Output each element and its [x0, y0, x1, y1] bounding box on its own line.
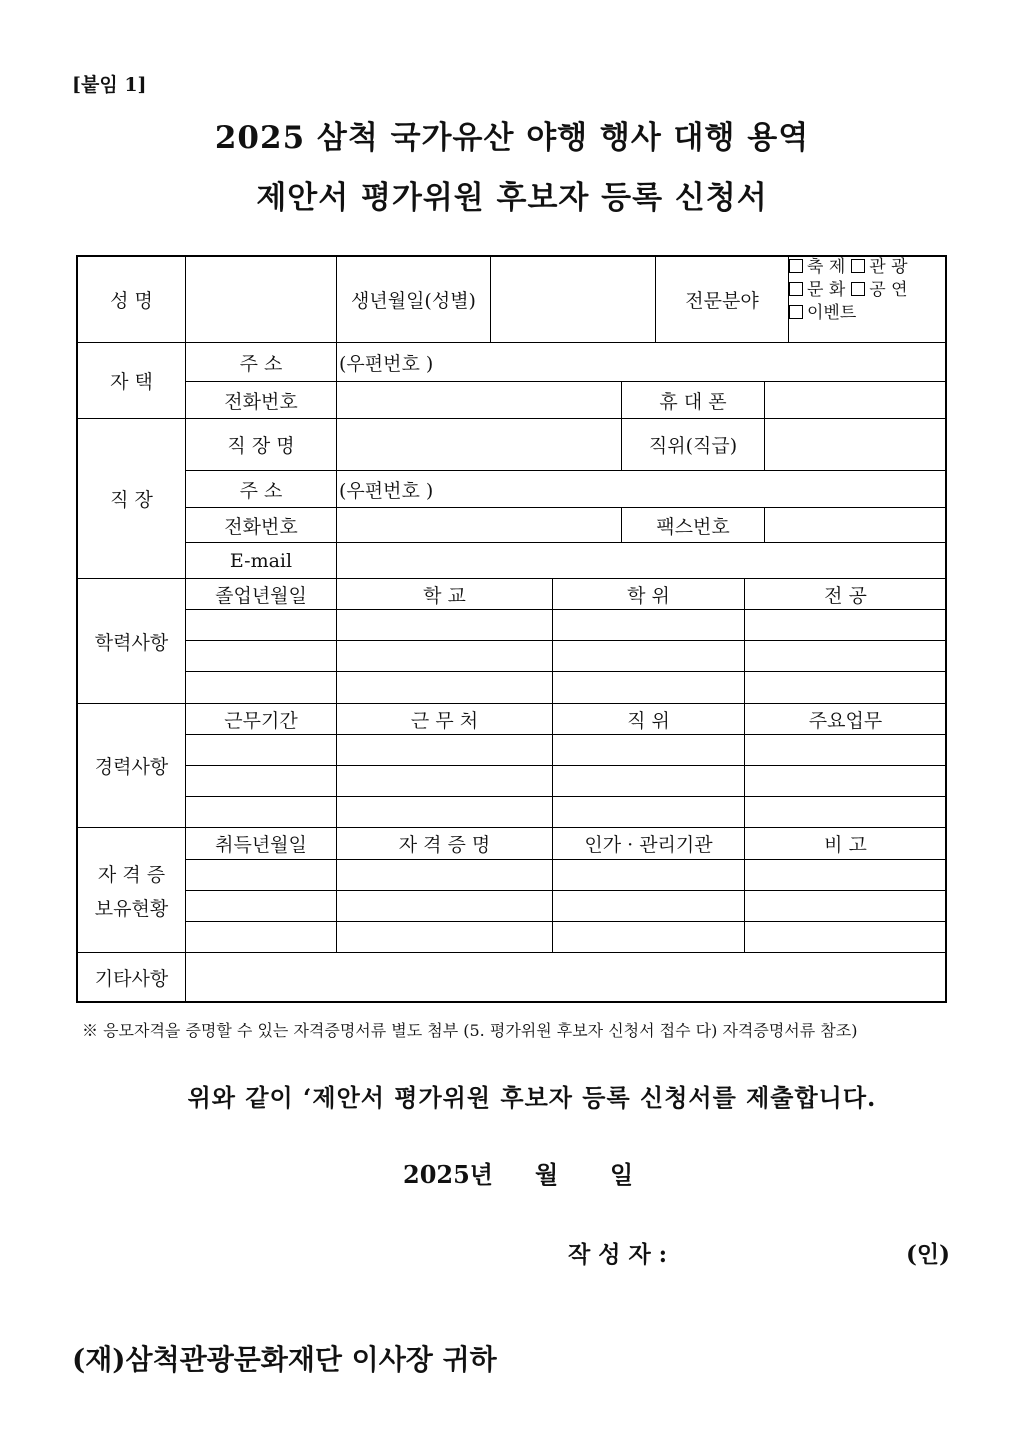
mobile-label: 휴 대 폰 — [659, 390, 727, 413]
work-phone-label: 전화번호 — [224, 515, 298, 538]
field-label: 전문분야 — [685, 289, 759, 312]
career-header-position: 직 위 — [627, 709, 670, 732]
email-label: E-mail — [229, 549, 293, 572]
field-options — [789, 256, 908, 325]
row-line — [186, 890, 946, 891]
birth-label: 생년월일(성별) — [351, 289, 476, 312]
etc-label: 기타사항 — [94, 968, 169, 990]
column-line — [744, 578, 745, 952]
checkbox-culture[interactable] — [789, 282, 803, 296]
certificate-header-authority: 인가 · 관리기관 — [584, 834, 713, 856]
row-line — [186, 921, 946, 922]
option-culture: 문 화 — [807, 280, 846, 300]
etc-input[interactable] — [186, 953, 946, 1002]
name-input[interactable] — [186, 256, 336, 342]
column-line — [552, 578, 553, 952]
attachment-label: [붙임 1] — [72, 74, 147, 96]
education-header-school: 학 교 — [423, 584, 466, 607]
addressee: (재)삼척관광문화재단 이사장 귀하 — [72, 1343, 497, 1376]
checkbox-performance[interactable] — [851, 282, 865, 296]
work-label: 직 장 — [110, 489, 153, 511]
column-line — [764, 418, 765, 470]
row-line — [186, 640, 946, 641]
option-event: 이벤트 — [807, 303, 857, 323]
seal-label: (인) — [906, 1241, 950, 1268]
row-line — [186, 609, 946, 610]
document-title-line2: 제안서 평가위원 후보자 등록 신청서 — [256, 180, 768, 216]
name-label: 성 명 — [110, 289, 153, 312]
position-rank-label: 직위(직급) — [648, 435, 738, 457]
attachment-note: ※ 응모자격을 증명할 수 있는 자격증명서류 별도 첨부 (5. 평가위원 후보자 신청서 접수 다) 자격증명서류 참조) — [82, 1021, 858, 1040]
checkbox-tourism[interactable] — [851, 259, 865, 273]
row-line — [186, 859, 946, 860]
certificate-header-name: 자 격 증 명 — [398, 834, 491, 856]
declaration: 위와 같이 ‘제안서 평가위원 후보자 등록 신청서를 제출합니다. — [187, 1083, 877, 1112]
birth-input[interactable] — [491, 256, 655, 342]
fax-label: 팩스번호 — [656, 515, 730, 538]
date-year: 2025년 — [403, 1160, 493, 1189]
education-header-degree: 학 위 — [627, 584, 670, 607]
writer-label: 작 성 자 : — [568, 1241, 668, 1268]
certificate-label-line1: 자 격 증 — [97, 863, 166, 886]
column-line — [764, 381, 765, 418]
education-header-major: 전 공 — [824, 584, 867, 607]
work-address-label: 주 소 — [239, 479, 283, 502]
row-line — [186, 765, 946, 766]
work-postal-code[interactable]: (우편번호 ) — [339, 479, 434, 502]
certificate-header-date: 취득년월일 — [215, 834, 307, 856]
date-day: 일 — [610, 1160, 634, 1189]
home-postal-code[interactable]: (우편번호 ) — [339, 352, 434, 375]
date-month: 월 — [535, 1160, 559, 1189]
certificate-label-line2: 보유현황 — [94, 897, 169, 920]
career-label: 경력사항 — [94, 756, 169, 778]
home-phone-label: 전화번호 — [224, 390, 298, 413]
education-header-date: 졸업년월일 — [215, 584, 307, 607]
workplace-label: 직 장 명 — [227, 435, 295, 457]
career-header-duties: 주요업무 — [808, 709, 883, 732]
option-festival: 축 제 — [807, 257, 846, 277]
option-performance: 공 연 — [869, 280, 908, 300]
row-line — [186, 734, 946, 735]
column-line — [764, 507, 765, 542]
column-line — [336, 342, 337, 578]
checkbox-event[interactable] — [789, 305, 803, 319]
option-tourism: 관 광 — [869, 257, 908, 277]
home-address-label: 주 소 — [239, 352, 283, 375]
education-label: 학력사항 — [94, 631, 169, 654]
home-label: 자 택 — [110, 371, 153, 393]
certificate-header-remarks: 비 고 — [824, 834, 867, 856]
row-line — [186, 671, 946, 672]
document-title-line1: 2025 삼척 국가유산 야행 행사 대행 용역 — [214, 120, 810, 156]
column-line — [336, 578, 337, 952]
career-header-workplace: 근 무 처 — [410, 709, 479, 732]
career-header-period: 근무기간 — [224, 709, 298, 732]
row-line — [186, 796, 946, 797]
checkbox-festival[interactable] — [789, 259, 803, 273]
